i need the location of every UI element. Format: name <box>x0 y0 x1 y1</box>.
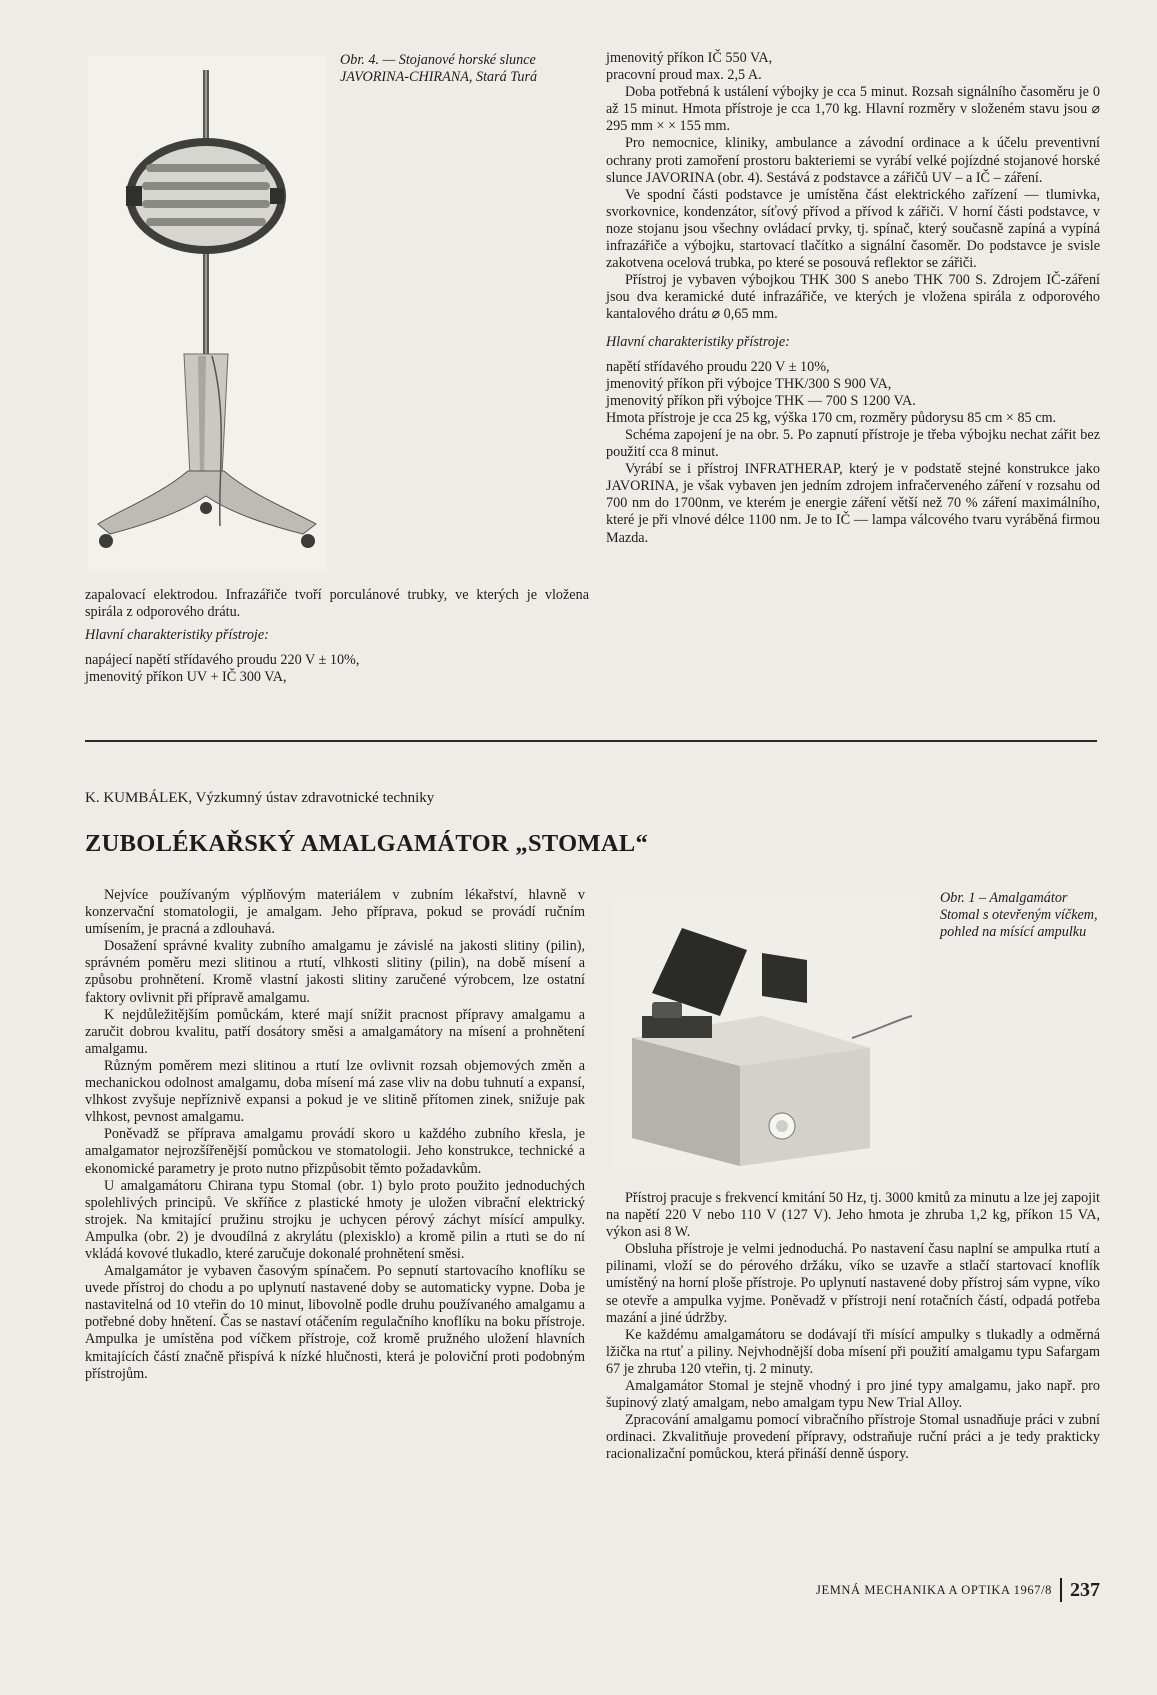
top-left-paragraph: zapalovací elektrodou. Infrazářiče tvoří porculánové trubky, ve kterých je vložena spirála z odporového drátu. <box>85 587 589 621</box>
paragraph: Dosažení správné kvality zubního amalgamu je závislé na jakosti slitiny (pilin), správném poměru mezi slitinou a rtutí, vlhkosti slitiny (pilin), na době mísení a způsobu prohnětení. Kromě vlastní jakosti slitiny zaručené výrobcem, lze ostatní faktory ovlivnit při přípravě amalgamu. <box>85 938 585 1006</box>
top-right-specs <box>606 359 1100 410</box>
paragraph: Amalgamátor Stomal je stejně vhodný i pro jiné typy amalgamu, jako např. pro šupinový zlatý amalgam, nebo amalgam typu New Trial Alloy. <box>606 1378 1100 1412</box>
spec-line: napětí střídavého proudu 220 V ± 10%, <box>606 358 830 375</box>
spec-line: napájecí napětí střídavého proudu 220 V ± 10%, <box>85 652 360 669</box>
paragraph: Ke každému amalgamátoru se dodávají tři mísící ampulky s tlukadly a odměrná lžička na rtuť a piliny. Nejvhodnější doba mísení při použití amalgamu typu Safargam 67 je zhruba 120 vteřin, tj. 2 minuty. <box>606 1326 1100 1377</box>
paragraph: Doba potřebná k ustálení výbojky je cca 5 minut. Rozsah signálního časoměru je 0 až 15 minut. Hmota přístroje je cca 1,70 kg. Hlavní rozměry v složeném stavu jsou ⌀ 295 mm × × 155 mm. <box>606 84 1100 135</box>
article-left-column <box>85 887 585 1383</box>
paragraph: Ve spodní části podstavce je umístěna část elektrického zařízení — tlumivka, svorkovnice, kondenzátor, síťový přívod a přívod k zářiči. V horní části podstavce, v noze stojanu jsou všechny ovládací prvky, tj. spínač, který současně zapíná a vypíná infrazářiče a výbojku, startovací tlačítko a signální časoměr. Do podstavce je svisle zakotvena ocelová trubka, po které se posouvá reflektor se zářiči. <box>606 186 1100 272</box>
stand-lamp-illustration <box>88 56 326 571</box>
paragraph: Různým poměrem mezi slitinou a rtutí lze ovlivnit rozsah objemových změn a mechanickou odolnost amalgamu, doba mísení má zase vliv na dobu tuhnutí a expansí, vlhkost zvyšuje nepříznivě expansi a pokud je ve slitině přítomen zinek, snižuje pak vlhkost, pevnost amalgamu. <box>85 1057 585 1126</box>
page-footer <box>760 1576 1100 1604</box>
spec-line: jmenovitý příkon při výbojce THK/300 S 900 VA, <box>606 375 892 392</box>
article-right-column <box>606 1190 1100 1464</box>
spec-line: jmenovitý příkon IČ 550 VA, <box>606 50 773 66</box>
article-author: K. KUMBÁLEK, Výzkumný ústav zdravotnické techniky <box>85 790 435 806</box>
paragraph: Nejvíce používaným výplňovým materiálem v zubním lékařství, hlavně v konzervační stomatologii, je amalgam. Jeho příprava, pokud se provádí ručním umísením, je pracná a zdlouhavá. <box>85 887 585 938</box>
journal-name: JEMNÁ MECHANIKA A OPTIKA 1967/8 <box>816 1582 1052 1597</box>
figure-1-caption: Obr. 1 – Amalgamátor Stomal s otevřeným víčkem, pohled na mísící ampulku <box>940 890 1098 940</box>
paragraph: Schéma zapojení je na obr. 5. Po zapnutí přístroje je třeba výbojku nechat zářit bez použití cca 8 minut. <box>606 426 1100 461</box>
paragraph: Poněvadž se příprava amalgamu provádí skoro u každého zubního křesla, je amalgamator nejrozšířenější pomůckou ve stomatologii. Jeho konstrukce, technické a ekonomické parametry je proto nutno přizpůsobit těmto požadavkům. <box>85 1126 585 1177</box>
paragraph: Amalgamátor je vybaven časovým spínačem. Po sepnutí startovacího knoflíku se uvede přístroj do chodu a po uplynutí nastavené doby se automaticky vypne. Doba je nastavitelná od 10 vteřin do 10 minut, libovolně podle druhu používaného amalgamu a potřebné doby hnětení. Čas se nastaví otáčením regulačního knoflíku na boku přístroje. Ampulka je umístěna pod víčkem přístroje, což kromě pružného uložení hlavních kmitajících částí značně přispívá k nízké hlučnosti, která je poloviční proti podobným přístrojům. <box>85 1263 585 1382</box>
spec-line: pracovní proud max. 2,5 A. <box>606 67 762 84</box>
top-left-text <box>85 587 589 686</box>
figure-4-photo <box>88 56 326 571</box>
article-title: ZUBOLÉKAŘSKÝ AMALGAMÁTOR „STOMAL“ <box>85 830 649 857</box>
top-left-specs <box>85 652 589 686</box>
paragraph: U amalgamátoru Chirana typu Stomal (obr. 1) bylo proto použito jednoduchých spolehlivých principů. Ve skříňce z plastické hmoty je uložen vibrační elektrický strojek. Na kmitající pružinu strojku je uchycen pérový záchyt mísící ampulky. Ampulka (obr. 2) je dvoudílná z akrylátu (plexisklo) a kromě pilin a rtuti se do ní vkládá kovové tlukadlo, které zaručuje dokonalé prohnětení směsi. <box>85 1177 585 1262</box>
paragraph: K nejdůležitějším pomůckám, které mají snížit pracnost přípravy amalgamu a zaručit dobrou kvalitu, patří dosátory směsi a amalgamátory na mísení a prohnětení amalgamu. <box>85 1006 585 1057</box>
spec-line: jmenovitý příkon při výbojce THK — 700 S 1200 VA. <box>606 392 916 409</box>
figure-1-photo <box>612 898 920 1168</box>
figure-4-caption: Obr. 4. — Stojanové horské slunce JAVORINA-CHIRANA, Stará Turá <box>340 52 538 85</box>
top-right-spec-heading: Hlavní charakteristiky přístroje: <box>606 333 790 350</box>
top-right-column <box>606 50 1100 547</box>
footer-separator <box>1060 1578 1062 1602</box>
section-divider <box>85 740 1097 742</box>
page-number: 237 <box>1070 1578 1100 1601</box>
spec-line: jmenovitý příkon UV + IČ 300 VA, <box>85 669 287 686</box>
paragraph: Zpracování amalgamu pomocí vibračního přístroje Stomal usnadňuje práci v zubní ordinaci. Zkvalitňuje provedení přípravy, odstraňuje ruční práci a je tedy prakticky racionalizační pomůckou, která přináší denně úspory. <box>606 1412 1100 1463</box>
paragraph: Hmota přístroje je cca 25 kg, výška 170 cm, rozměry půdorysu 85 cm × 85 cm. <box>606 409 1057 426</box>
paragraph: Vyrábí se i přístroj INFRATHERAP, který je v podstatě stejné konstrukce jako JAVORINA, je však vybaven jen jedním zdrojem infračerveného záření v rozsahu od 700 nm do 1700nm, ve kterém je energie záření větší než 70 % záření maximálního, které je při vlnové délce 1100 nm. Je to IČ — lampa válcového tvaru vyráběná firmou Mazda. <box>606 461 1100 546</box>
paragraph: Přístroj pracuje s frekvencí kmitání 50 Hz, tj. 3000 kmitů za minutu a lze jej zapojit na napětí 220 V nebo 110 V (127 V). Jeho hmota je zhruba 1,2 kg, příkon 15 VA, výkon asi 8 W. <box>606 1190 1100 1241</box>
paragraph: Obsluha přístroje je velmi jednoduchá. Po nastavení času naplní se ampulka rtutí a pilinami, vloží se do pérového držáku, víko se uzavře a stlačí startovací knoflík umístěný na horní ploše přístroje. Po uplynutí nastavené doby přístroj sám vypne, víko se otevře a ampulka vyjme. Poněvadž v přístroji není rotačních částí, odpadá potřeba mazání a jiné údržby. <box>606 1241 1100 1326</box>
paragraph: Pro nemocnice, kliniky, ambulance a závodní ordinace a k účelu preventivní ochrany proti zamoření prostoru bakteriemi se vyrábí velké pojízdné stojanové horské slunce JAVORINA (obr. 4). Sestává z podstavce a zářičů UV – a IČ – záření. <box>606 135 1100 186</box>
top-left-spec-heading: Hlavní charakteristiky přístroje: <box>85 627 269 644</box>
paragraph: Přístroj je vybaven výbojkou THK 300 S anebo THK 700 S. Zdrojem IČ-záření jsou dva keramické duté infrazářiče, ve kterých je vložena spirála z odporového kantalového drátu ⌀ 0,65 mm. <box>606 272 1100 323</box>
amalgamator-illustration <box>612 898 920 1168</box>
